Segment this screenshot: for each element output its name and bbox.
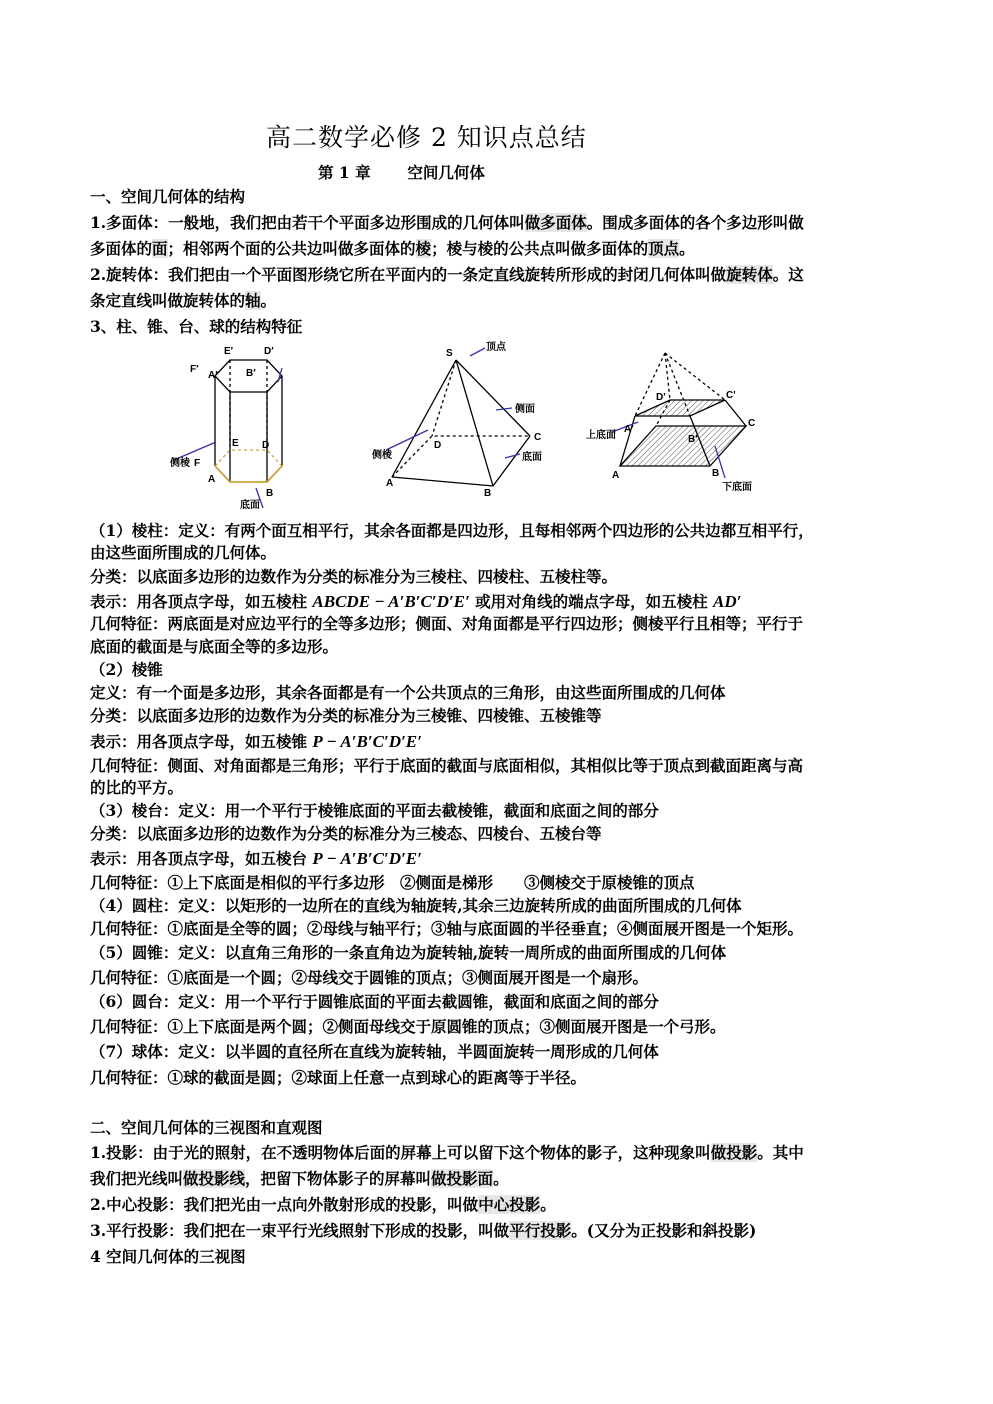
pyramid-features: 几何特征：侧面、对角面都是三角形；平行于底面的截面与底面相似，其相似比等于顶点到截面距离与高: [90, 756, 804, 775]
projection-def-line2: 我们把光线叫做投影线，把留下物体影子的屏幕叫做投影面。: [90, 1169, 509, 1188]
rotation-body-def-line1: 2.旋转体：我们把由一个平面图形绕它所在平面内的一条定直线旋转所形成的封闭几何体叫做旋转体。这: [90, 265, 804, 284]
cylinder-features: 几何特征：①底面是全等的圆；②母线与轴平行；③轴与底面圆的半径垂直；④侧面展开图是一个矩形。: [90, 919, 804, 938]
prism-def-cont: 由这些面所围成的几何体。: [90, 543, 277, 562]
label-B1: B′: [246, 368, 256, 379]
prism-bottom-front: [215, 466, 282, 482]
chapter-name: 空间几何体: [407, 163, 485, 182]
prism-bottom-back: [215, 450, 282, 466]
structure-features-heading: 3、柱、锥、台、球的结构特征: [90, 317, 303, 336]
pyramid-heading: （2）棱锥: [90, 660, 163, 679]
frustum-classification: 分类：以底面多边形的边数作为分类的标准分为三棱态、四棱台、五棱台等: [90, 824, 602, 843]
pyramid-classification: 分类：以底面多边形的边数作为分类的标准分为三棱锥、四棱锥、五棱锥等: [90, 706, 602, 725]
frustum-figure: [612, 353, 746, 478]
label-D1: D': [656, 392, 666, 403]
label-C1: C': [726, 390, 736, 401]
section-1-heading: 一、空间几何体的结构: [90, 187, 246, 206]
highlight: 棱: [415, 239, 432, 258]
label-face: 侧面: [515, 404, 535, 415]
highlight: 做投影面: [431, 1169, 494, 1188]
cone-features: 几何特征：①底面是一个圆；②母线交于圆锥的顶点；③侧面展开图是一个扇形。: [90, 968, 649, 987]
frustum-def: （3）棱台：定义：用一个平行于棱锥底面的平面去截棱锥，截面和底面之间的部分: [90, 801, 659, 820]
label-edge: 侧棱: [372, 450, 392, 461]
label-B: B: [712, 468, 720, 479]
highlight: 旋转体: [726, 265, 773, 284]
label-B: B: [266, 488, 274, 499]
frustum-notation: 表示：用各顶点字母，如五棱台 P − A′B′C′D′E′: [90, 849, 422, 868]
chapter-number: 第 1 章: [318, 163, 371, 182]
math-expr: P − A′B′C′D′E′: [312, 849, 422, 868]
cone-def: （5）圆锥：定义：以直角三角形的一条直角边为旋转轴,旋转一周所成的曲面所围成的几何体: [90, 943, 727, 962]
label-E: E: [232, 438, 239, 449]
central-projection-def: 2.中心投影：我们把光由一点向外散射形成的投影，叫做中心投影。: [90, 1195, 556, 1214]
label-S: S: [446, 348, 453, 359]
label-base: 底面: [522, 452, 542, 463]
prism-figure: [174, 360, 282, 508]
pyramid-def: 定义：有一个面是多边形，其余各面都是有一个公共顶点的三角形，由这些面所围成的几何体: [90, 683, 726, 702]
label-A: A: [386, 478, 394, 489]
label-base: 底面: [240, 500, 260, 511]
label-A: A: [208, 474, 216, 485]
prism-labels: [169, 346, 274, 511]
pyramid-base-front: [392, 436, 530, 486]
frustum-features: 几何特征：①上下底面是相似的平行多边形 ②侧面是梯形 ③侧棱交于原棱锥的顶点: [90, 873, 695, 892]
truncated-cone-def: （6）圆台：定义：用一个平行于圆锥底面的平面去截圆锥，截面和底面之间的部分: [90, 992, 659, 1011]
label-top-base: 上底面: [586, 430, 616, 441]
label-D: D: [262, 440, 270, 451]
three-views-heading: 4 空间几何体的三视图: [90, 1247, 246, 1266]
frustum-bottom-face: [620, 426, 746, 466]
label-A1: A': [624, 424, 634, 435]
highlight: 轴: [245, 291, 261, 310]
truncated-cone-features: 几何特征：①上下底面是两个圆；②侧面母线交于原圆锥的顶点；③侧面展开图是一个弓形。: [90, 1017, 726, 1036]
chapter-heading: [318, 161, 485, 183]
label-D: D: [434, 440, 442, 451]
solid-figures: [160, 338, 800, 518]
projection-def-line1: 1.投影：由于光的照射，在不透明物体后面的屏幕上可以留下这个物体的影子，这种现象叫做投影。其中: [90, 1143, 804, 1162]
label-D1: D′: [264, 346, 274, 357]
pyramid-features-cont: 的比的平方。: [90, 778, 184, 797]
highlight: 顶点: [648, 239, 680, 258]
pyramid-notation: 表示：用各顶点字母，如五棱锥 P − A′B′C′D′E′: [90, 732, 422, 751]
label-B1: B': [688, 434, 698, 445]
prism-features: 几何特征：两底面是对应边平行的全等多边形；侧面、对角面都是平行四边形；侧棱平行且相等；平行于: [90, 614, 804, 633]
prism-features-cont: 底面的截面是与底面全等的多边形。: [90, 637, 339, 656]
rotation-body-def-line2: 条定直线叫做旋转体的轴。: [90, 291, 277, 310]
sphere-features: 几何特征：①球的截面是圆；②球面上任意一点到球心的距离等于半径。: [90, 1068, 587, 1087]
highlight: 面: [152, 239, 168, 258]
label-A: A: [612, 470, 620, 481]
figures-svg: [160, 338, 800, 518]
sphere-def: （7）球体：定义：以半圆的直径所在直线为旋转轴，半圆面旋转一周形成的几何体: [90, 1042, 659, 1061]
math-expr: ABCDE − A′B′C′D′E′: [312, 592, 470, 611]
label-F1: F′: [190, 364, 199, 375]
pyramid-figure: [386, 348, 530, 486]
parallel-projection-def: 3.平行投影：我们把在一束平行光线照射下形成的投影，叫做平行投影。(又分为正投影和斜投影): [90, 1221, 757, 1240]
label-E1: E′: [224, 346, 234, 357]
prism-classification: 分类：以底面多边形的边数作为分类的标准分为三棱柱、四棱柱、五棱柱等。: [90, 567, 618, 586]
label-C: C: [534, 432, 542, 443]
prism-notation: 表示：用各顶点字母，如五棱柱 ABCDE − A′B′C′D′E′ 或用对角线的端点字母，如五棱柱 AD′: [90, 592, 742, 611]
section-2-heading: 二、空间几何体的三视图和直观图: [90, 1118, 323, 1137]
highlight: 做投影线: [183, 1169, 246, 1188]
label-F: F: [194, 458, 201, 469]
label-B: B: [484, 488, 492, 499]
math-expr: P − A′B′C′D′E′: [312, 732, 422, 751]
highlight: 中心投影: [478, 1195, 541, 1214]
label-bottom-base: 下底面: [722, 482, 752, 493]
page-title: 高二数学必修 2 知识点总结: [266, 123, 587, 152]
highlight: 平行投影: [509, 1221, 572, 1240]
pyramid-base-pointer: [505, 454, 520, 458]
label-edge: 侧棱: [170, 458, 190, 469]
label-apex: 顶点: [486, 342, 506, 353]
cylinder-def: （4）圆柱：定义：以矩形的一边所在的直线为轴旋转,其余三边旋转所成的曲面所围成的几何体: [90, 896, 742, 915]
highlight: 做多面体: [524, 213, 587, 232]
polyhedron-def-line2: 多面体的面；相邻两个面的公共边叫做多面体的棱；棱与棱的公共点叫做多面体的顶点。: [90, 239, 695, 258]
frustum-edge: [725, 400, 746, 426]
prism-def: （1）棱柱：定义：有两个面互相平行，其余各面都是四边形，且每相邻两个四边形的公共边都互相平行，: [90, 521, 814, 540]
pyramid-edge: [392, 360, 456, 477]
label-C: C: [748, 418, 756, 429]
polyhedron-def-line1: 1.多面体：一般地，我们把由若干个平面多边形围成的几何体叫做多面体。围成多面体的各个多边形叫做: [90, 213, 804, 232]
math-expr: AD′: [713, 592, 742, 611]
label-A1: A′: [208, 370, 218, 381]
highlight: 做投影: [710, 1143, 758, 1162]
pyramid-apex-pointer: [470, 348, 485, 356]
frustum-top-face: [635, 400, 725, 416]
